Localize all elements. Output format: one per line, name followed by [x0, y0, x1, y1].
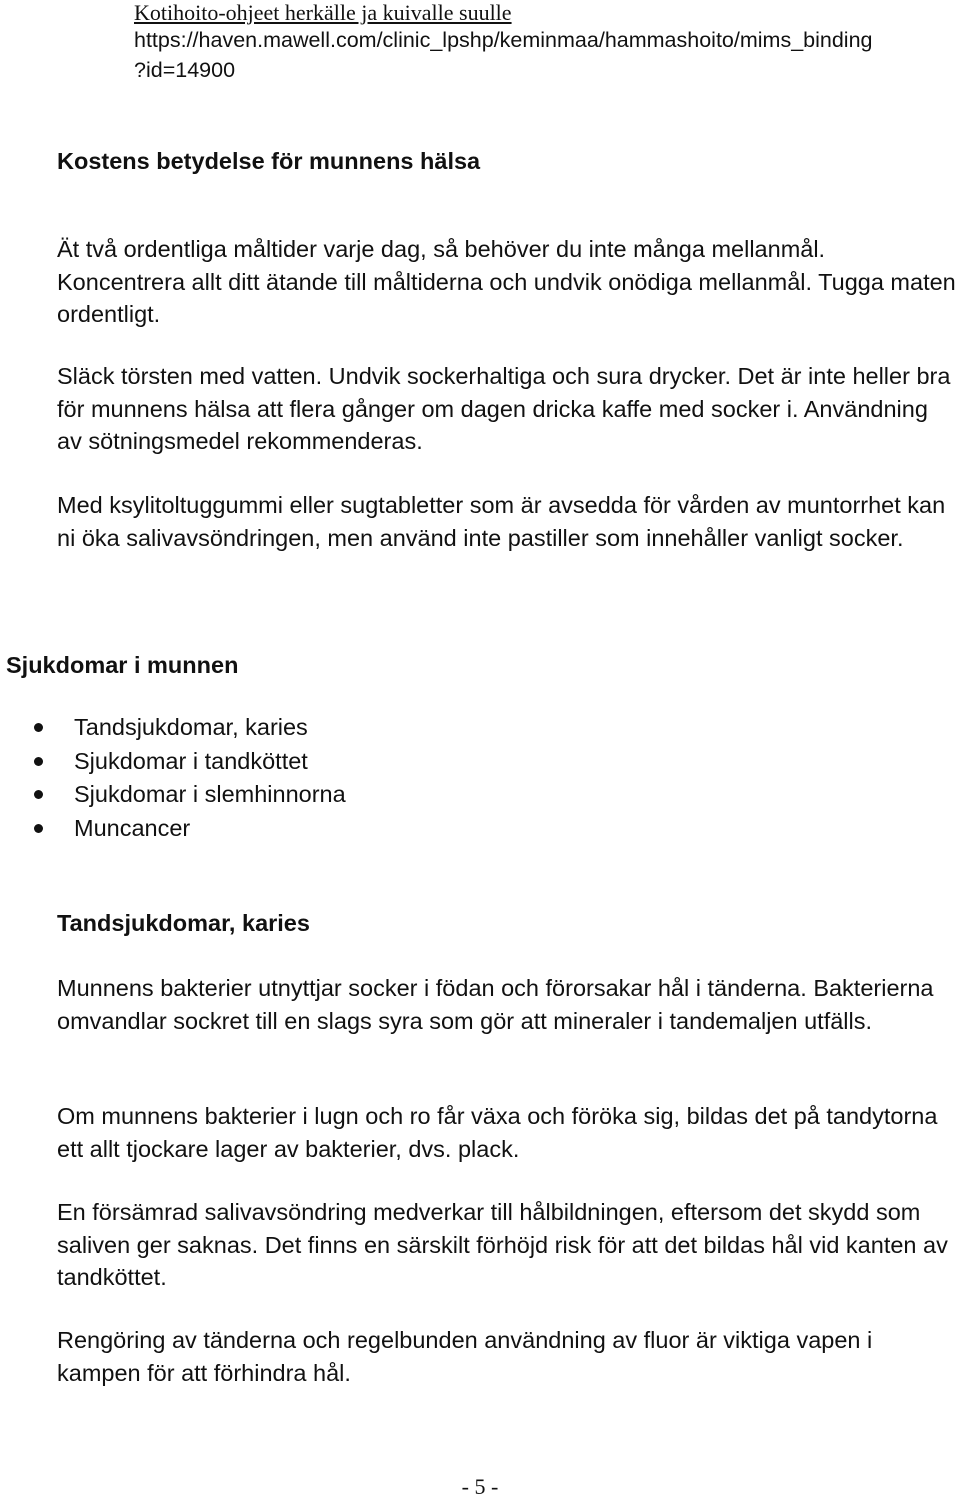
- bullet-icon: [34, 790, 43, 799]
- paragraph-salivavsondring: En försämrad salivavsöndring medverkar till hålbildningen, eftersom det skydd som saliven ger saknas. Det finns en särskilt förhöjd risk för att det bildas hål vid kanten av tandköttet.: [57, 1199, 948, 1290]
- section-heading-kostens-betydelse: Kostens betydelse för munnens hälsa: [57, 148, 481, 174]
- list-item-text: Sjukdomar i slemhinnorna: [74, 781, 346, 808]
- list-item-text: Tandsjukdomar, karies: [74, 714, 308, 740]
- page-header: [134, 0, 954, 85]
- disease-bullet-list: [0, 711, 700, 846]
- paragraph-maltider: Ät två ordentliga måltider varje dag, så behöver du inte många mellanmål. Koncentrera allt ditt ätande till måltiderna och undvik onödiga mellanmål. Tugga maten ordentligt.: [57, 236, 956, 327]
- list-item-text: Muncancer: [74, 815, 191, 842]
- list-item: [0, 745, 700, 779]
- paragraph-plack: Om munnens bakterier i lugn och ro får växa och föröka sig, bildas det på tandytorna ett allt tjockare lager av bakterier, dvs. plack.: [57, 1103, 938, 1162]
- list-item: [0, 778, 700, 812]
- paragraph-rengoring-fluor: Rengöring av tänderna och regelbunden användning av fluor är viktiga vapen i kampen för att förhindra hål.: [57, 1327, 873, 1386]
- paragraph-bakterier-socker: Munnens bakterier utnyttjar socker i födan och förorsakar hål i tänderna. Bakterierna omvandlar sockret till en slags syra som gör att mineraler i tandemaljen utfälls.: [57, 975, 934, 1034]
- paragraph-ksylitol: Med ksylitoltuggummi eller sugtabletter som är avsedda för vården av muntorrhet kan ni öka salivavsöndringen, men använd inte pastiller som innehåller vanligt socker.: [57, 492, 946, 551]
- section-heading-sjukdomar-i-munnen: Sjukdomar i munnen: [6, 652, 239, 678]
- header-title-link[interactable]: Kotihoito-ohjeet herkälle ja kuivalle suulle: [134, 0, 512, 25]
- list-item: [0, 812, 700, 846]
- paragraph-vatten: Släck törsten med vatten. Undvik sockerhaltiga och sura drycker. Det är inte heller bra för munnens hälsa att flera gånger om dagen dricka kaffe med socker i. Användning av sötningsmedel rekommenderas.: [57, 363, 951, 454]
- section-heading-tandsjukdomar-karies: Tandsjukdomar, karies: [57, 910, 310, 936]
- bullet-icon: [34, 723, 43, 732]
- header-url: https://haven.mawell.com/clinic_lpshp/keminmaa/hammashoito/mims_binding ?id=14900: [134, 28, 873, 82]
- page-number: - 5 -: [461, 1474, 499, 1499]
- list-item-text: Sjukdomar i tandköttet: [74, 747, 308, 774]
- list-item: [0, 711, 700, 745]
- bullet-icon: [34, 824, 43, 833]
- bullet-icon: [34, 757, 43, 766]
